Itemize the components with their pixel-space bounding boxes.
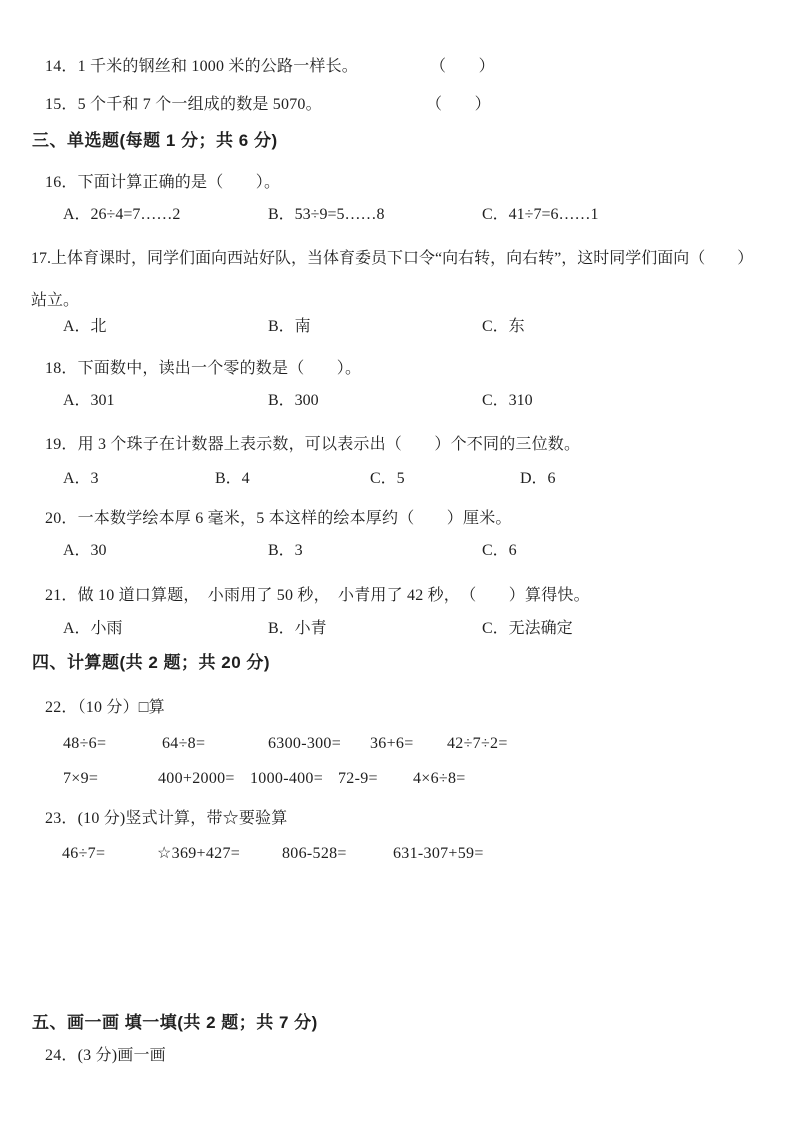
equation: 64÷8= [162,735,206,752]
section-header-5: 五、画一画 填一填(共 2 题；共 7 分) [32,1013,318,1032]
option-16-b: B．53÷9=5……8 [268,206,385,223]
option-20-c: C．6 [482,542,517,559]
equation: 42÷7÷2= [447,735,508,752]
equation-with-star: ☆369+427= [157,845,241,862]
equation: 72-9= [338,770,378,787]
equation: 4×6÷8= [413,770,466,787]
question-21-text: 21．做 10 道口算题， 小雨用了 50 秒， 小青用了 42 秒， （ ）算得快。 [45,587,590,604]
option-20-a: A．30 [63,542,107,559]
option-16-a: A．26÷4=7……2 [63,206,181,223]
option-20-b: B．3 [268,542,303,559]
option-19-c: C．5 [370,470,405,487]
question-22-text: 22．（10 分）□算 [45,699,165,716]
question-20-options [0,540,793,562]
option-17-a: A．北 [63,318,107,335]
question-23-row [0,843,793,865]
section-header-4: 四、计算题(共 2 题；共 20 分) [32,653,271,672]
question-16-options [0,204,793,226]
question-19-options [0,468,793,490]
option-16-c: C．41÷7=6……1 [482,206,599,223]
equation: 631-307+59= [393,845,484,862]
question-18-options [0,390,793,412]
equation: 6300-300= [268,735,342,752]
equation: 806-528= [282,845,347,862]
option-19-a: A．3 [63,470,99,487]
equation: 48÷6= [63,735,107,752]
question-21-options [0,618,793,640]
equation: 7×9= [63,770,99,787]
question-23-text: 23．(10 分)竖式计算，带☆要验算 [45,810,288,827]
question-22-row2 [0,768,793,790]
option-19-d: D．6 [520,470,556,487]
equation: 1000-400= [250,770,324,787]
option-17-b: B．南 [268,318,311,335]
equation: 400+2000= [158,770,235,787]
question-19-text: 19．用 3 个珠子在计数器上表示数，可以表示出（ ）个不同的三位数。 [45,436,581,453]
option-18-b: B．300 [268,392,319,409]
question-22-row1 [0,733,793,755]
option-17-c: C．东 [482,318,525,335]
question-14-text: 14．1 千米的钢丝和 1000 米的公路一样长。 [45,58,359,75]
question-18-text: 18．下面数中，读出一个零的数是（ ）。 [45,360,362,377]
option-21-a: A．小雨 [63,620,123,637]
option-19-b: B．4 [215,470,250,487]
option-18-c: C．310 [482,392,533,409]
section-header-3: 三、单选题(每题 1 分；共 6 分) [32,131,278,150]
question-15-text: 15．5 个千和 7 个一组成的数是 5070。 [45,96,322,113]
question-16-text: 16．下面计算正确的是（ ）。 [45,174,281,191]
option-18-a: A．301 [63,392,115,409]
question-17-options [0,316,793,338]
option-21-b: B．小青 [268,620,327,637]
equation: 46÷7= [62,845,106,862]
question-17-text-line1: 17.上体育课时，同学们面向西站好队，当体育委员下口令“向右转，向右转”，这时同学们面向（ ） [31,250,754,267]
question-24-text: 24．(3 分)画一画 [45,1047,166,1064]
question-15-answer-paren: （ ） [426,96,491,113]
question-17-text-line2: 站立。 [31,292,80,309]
question-14-answer-paren: （ ） [430,58,495,75]
option-21-c: C．无法确定 [482,620,573,637]
question-20-text: 20．一本数学绘本厚 6 毫米，5 本这样的绘本厚约（ ）厘米。 [45,510,512,527]
equation: 36+6= [370,735,414,752]
